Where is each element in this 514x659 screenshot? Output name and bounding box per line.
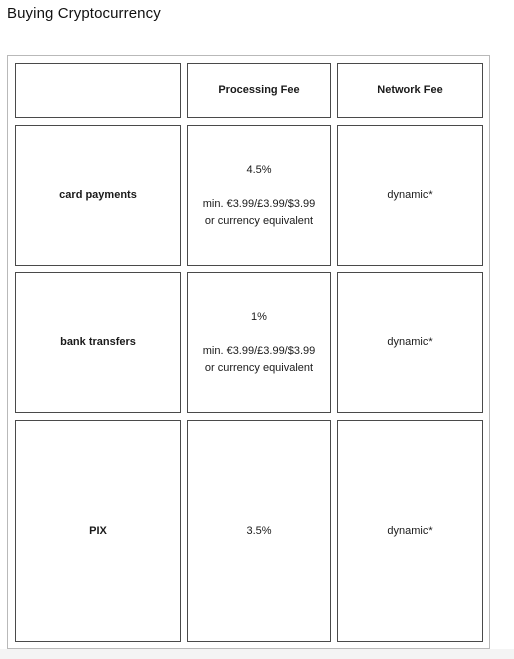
processing-fee-pix — [187, 420, 331, 642]
method-label: card payments — [59, 189, 137, 201]
network-fee-value: dynamic* — [387, 189, 433, 201]
bottom-edge — [0, 649, 514, 659]
header-label-processing-fee: Processing Fee — [218, 84, 300, 96]
header-cell-empty — [15, 63, 181, 118]
page-title: Buying Cryptocurrency — [7, 5, 161, 22]
row-header-bank-transfers — [15, 272, 181, 413]
header-cell-processing-fee — [187, 63, 331, 118]
processing-percentage: 3.5% — [246, 524, 272, 537]
processing-percentage: 4.5% — [246, 163, 272, 176]
method-label: bank transfers — [60, 336, 136, 348]
processing-minimum-line1: min. €3.99/£3.99/$3.99 — [202, 344, 316, 357]
row-header-pix — [15, 420, 181, 642]
header-cell-network-fee — [337, 63, 483, 118]
network-fee-bank-transfers — [337, 272, 483, 413]
fee-table — [7, 55, 490, 649]
network-fee-pix — [337, 420, 483, 642]
network-fee-value: dynamic* — [387, 336, 433, 348]
network-fee-card-payments — [337, 125, 483, 266]
processing-fee-card-payments — [187, 125, 331, 266]
method-label: PIX — [89, 524, 107, 537]
processing-minimum-line2: or currency equivalent — [204, 361, 314, 374]
header-label-network-fee: Network Fee — [377, 84, 443, 96]
processing-minimum-line1: min. €3.99/£3.99/$3.99 — [202, 197, 316, 210]
row-header-card-payments — [15, 125, 181, 266]
processing-fee-bank-transfers — [187, 272, 331, 413]
processing-percentage: 1% — [251, 310, 267, 323]
processing-minimum-line2: or currency equivalent — [204, 214, 314, 227]
network-fee-value: dynamic* — [387, 524, 433, 537]
